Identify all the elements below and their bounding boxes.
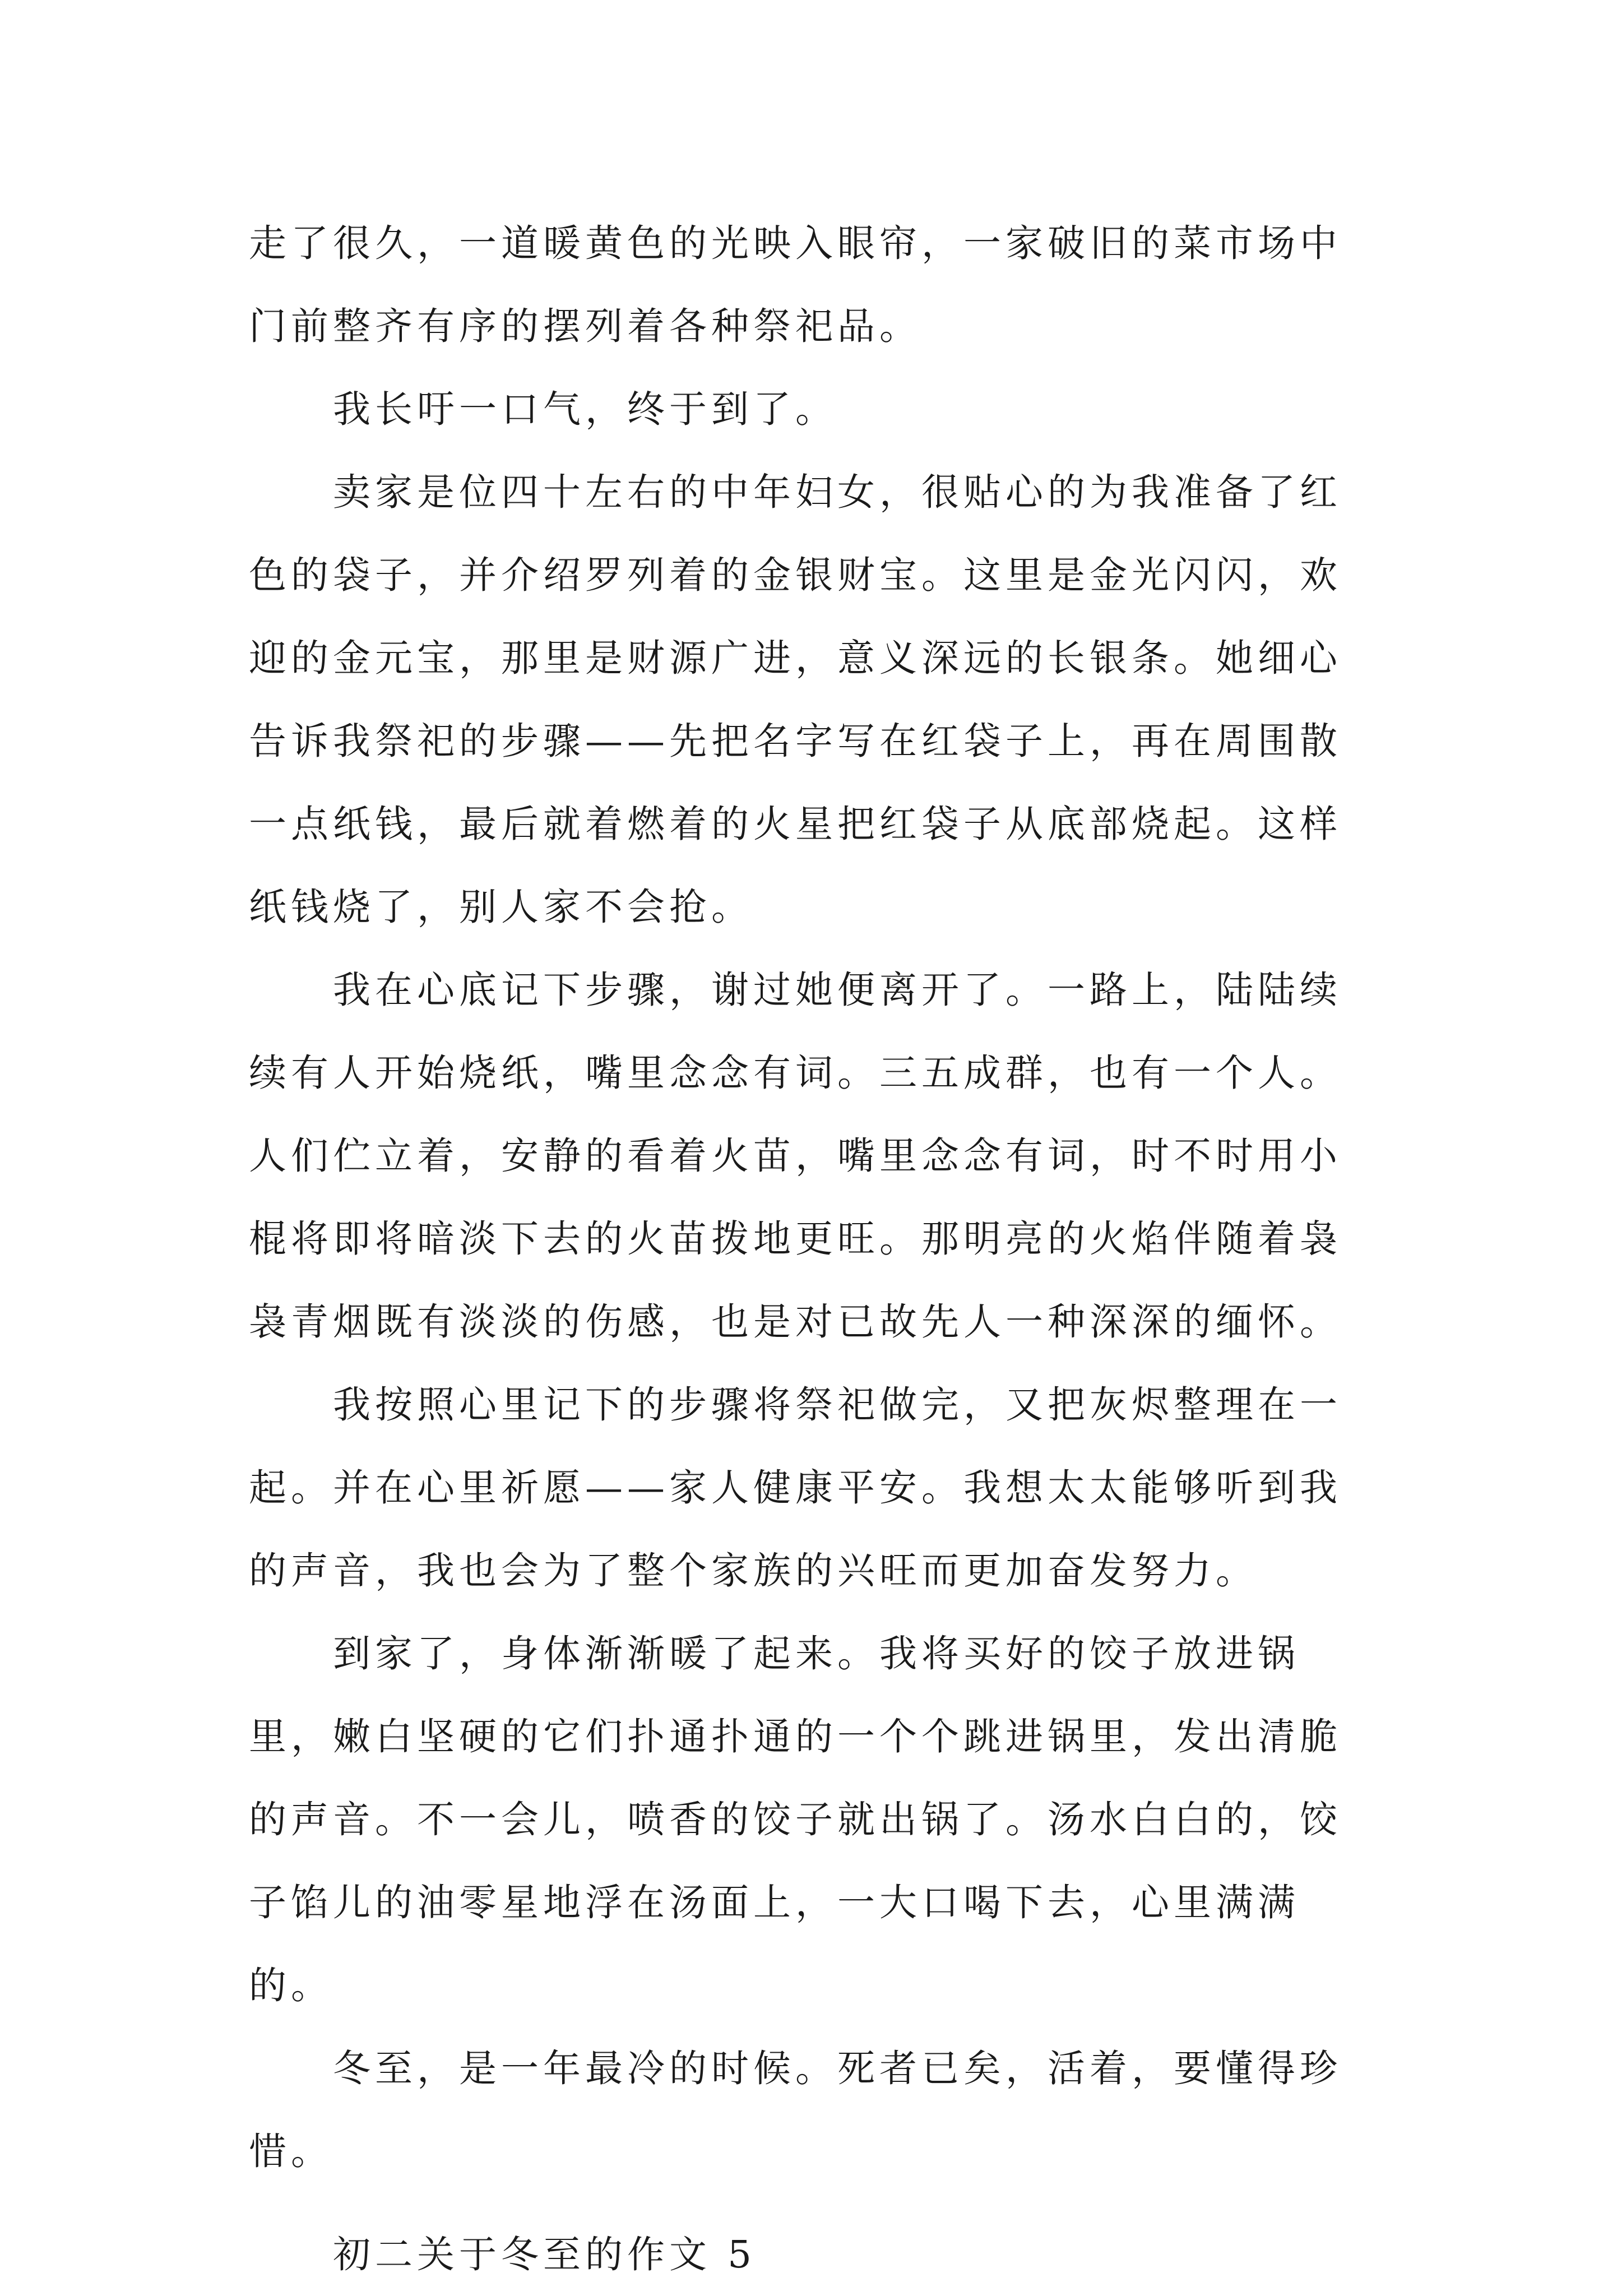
paragraph-5: 我按照心里记下的步骤将祭祀做完，又把灰烬整理在一起。并在心里祈愿——家人健康平安。我想太太能够听到我的声音，我也会为了整个家族的兴旺而更加奋发努力。	[249, 1383, 1342, 1593]
paragraph-2: 我长吁一口气，终于到了。	[333, 387, 837, 431]
paragraph-1: 走了很久，一道暖黄色的光映入眼帘，一家破旧的菜市场中门前整齐有序的摆列着各种祭祀品。	[249, 221, 1342, 348]
paragraph-7: 冬至，是一年最冷的时候。死者已矣，活着，要懂得珍惜。	[249, 2047, 1342, 2173]
document-body	[249, 202, 1375, 2296]
paragraph-6: 到家了，身体渐渐暖了起来。我将买好的饺子放进锅里，嫩白坚硬的它们扑通扑通的一个个跳进锅里，发出清脆的声音。不一会儿，喷香的饺子就出锅了。汤水白白的，饺子馅儿的油零星地浮在汤面上，一大口喝下去，心里满满的。	[249, 1632, 1342, 2007]
paragraph-4: 我在心底记下步骤，谢过她便离开了。一路上，陆陆续续有人开始烧纸，嘴里念念有词。三五成群，也有一个人。人们伫立着，安静的看着火苗，嘴里念念有词，时不时用小棍将即将暗淡下去的火苗拨地更旺。那明亮的火焰伴随着袅袅青烟既有淡淡的伤感，也是对已故先人一种深深的缅怀。	[249, 968, 1342, 1344]
section-heading: 初二关于冬至的作文 5	[333, 2233, 756, 2276]
paragraph-3: 卖家是位四十左右的中年妇女，很贴心的为我准备了红色的袋子，并介绍罗列着的金银财宝。这里是金光闪闪，欢迎的金元宝，那里是财源广进，意义深远的长银条。她细心告诉我祭祀的步骤——先把名字写在红袋子上，再在周围散一点纸钱，最后就着燃着的火星把红袋子从底部烧起。这样纸钱烧了，别人家不会抢。	[249, 470, 1342, 929]
